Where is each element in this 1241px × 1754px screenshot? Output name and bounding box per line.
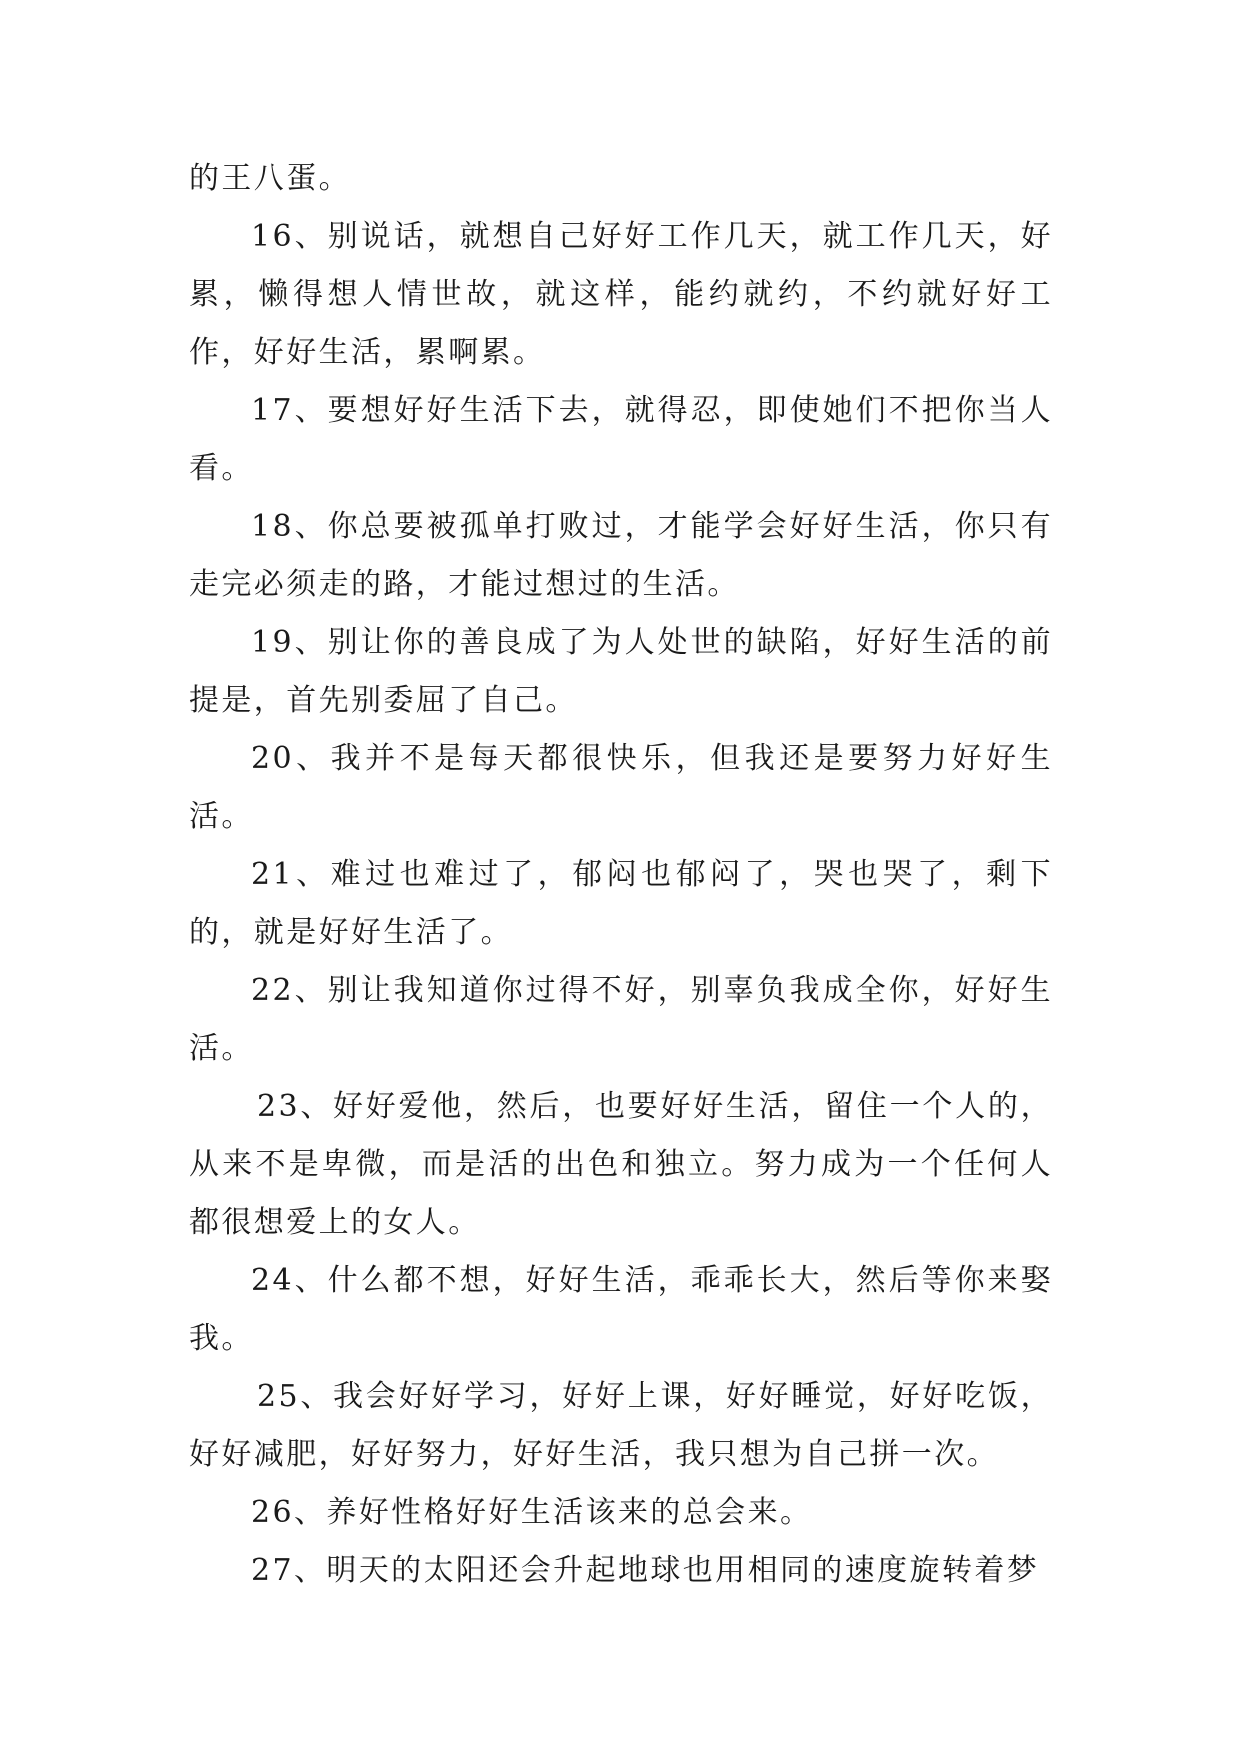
paragraph-continuation: 的王八蛋。 [189,161,351,196]
paragraph-item-19: 19、别让你的善良成了为人处世的缺陷，好好生活的前提是，首先别委屈了自己。 [189,625,1053,718]
paragraph-item-16: 16、别说话，就想自己好好工作几天，就工作几天，好累，懒得想人情世故，就这样，能约就约，不约就好好工作，好好生活，累啊累。 [189,219,1053,370]
paragraph-item-18: 18、你总要被孤单打败过，才能学会好好生活，你只有走完必须走的路，才能过想过的生活。 [189,509,1053,602]
paragraph-item-22: 22、别让我知道你过得不好，别辜负我成全你，好好生活。 [189,973,1053,1066]
document-page [189,150,1053,1600]
paragraph-item-23: 23、好好爱他，然后，也要好好生活，留住一个人的，从来不是卑微，而是活的出色和独立。努力成为一个任何人都很想爱上的女人。 [189,1089,1053,1240]
paragraph-item-24: 24、什么都不想，好好生活，乖乖长大，然后等你来娶我。 [189,1263,1053,1356]
paragraph-item-21: 21、难过也难过了，郁闷也郁闷了，哭也哭了，剩下的，就是好好生活了。 [189,857,1053,950]
paragraph-item-25: 25、我会好好学习，好好上课，好好睡觉，好好吃饭，好好减肥，好好努力，好好生活，我只想为自己拼一次。 [189,1379,1053,1472]
paragraph-item-17: 17、要想好好生活下去，就得忍，即使她们不把你当人看。 [189,393,1053,486]
paragraph-item-20: 20、我并不是每天都很快乐，但我还是要努力好好生活。 [189,741,1053,834]
paragraph-item-26: 26、养好性格好好生活该来的总会来。 [251,1495,813,1530]
paragraph-item-27: 27、明天的太阳还会升起地球也用相同的速度旋转着梦 [251,1553,1040,1588]
